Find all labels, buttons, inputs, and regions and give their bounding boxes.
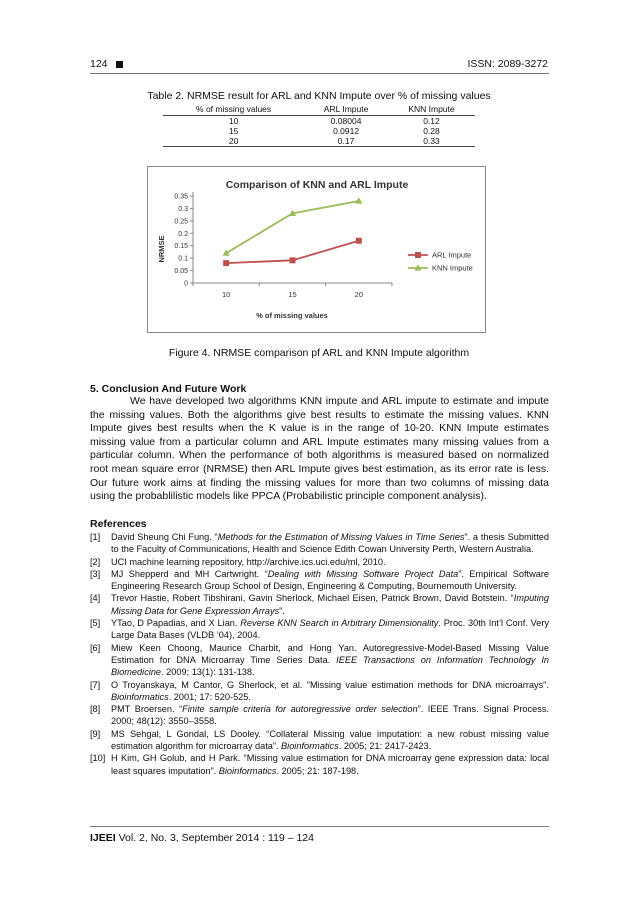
table-header-cell: ARL Impute: [304, 104, 388, 116]
table-cell: 0.0912: [333, 126, 360, 136]
data-point-marker: [290, 257, 296, 263]
legend-label: ARL Impute: [432, 250, 472, 260]
reference-text: . 2005; 21: 187-198.: [276, 765, 359, 776]
journal-details: Vol. 2, No. 3, September 2014 : 119 – 124: [115, 832, 314, 844]
y-tick-label: 0.2: [178, 230, 188, 238]
reference-item: [90, 617, 549, 642]
table-cell: 20: [163, 136, 304, 147]
reference-text: Trevor Hastie, Robert Tibshirani, Gavin Sherlock, Michael Eisen, Patrick Brown, David Botstein. “: [111, 593, 514, 604]
page-number: 124: [90, 58, 108, 70]
reference-item: [90, 642, 549, 679]
reference-text: YTao, D Papadias, and X Lian.: [111, 618, 241, 629]
y-tick-label: 0.25: [174, 218, 188, 226]
reference-text: O Troyanskaya, M Cantor, G Sherlock, et al. "Missing value estimation methods for DNA microarrays".: [111, 679, 549, 690]
references-list: [90, 531, 549, 777]
reference-item: [90, 556, 549, 568]
reference-text: UCI machine learning repository, http://archive.ics.uci.edu/ml, 2010.: [111, 556, 386, 567]
y-tick-label: 0.05: [174, 268, 188, 276]
reference-title: Bioinformatics: [281, 741, 339, 752]
table-cell: 0.17: [304, 136, 388, 147]
reference-number: [1]: [90, 532, 101, 542]
issn-label: ISSN: 2089-3272: [467, 58, 548, 70]
chart-title: Comparison of KNN and ARL Impute: [225, 179, 409, 191]
reference-title: IEEE Transactions on Information Technology In Biomedicine: [111, 654, 550, 678]
reference-number: [10]: [90, 753, 106, 764]
reference-number: [6]: [90, 642, 101, 653]
reference-text: ”. IEEE Trans. Signal Process. 2000; 48(12): 3550–3558.: [111, 704, 549, 727]
reference-number: [7]: [90, 679, 101, 690]
chart-frame: [148, 167, 486, 333]
reference-number: [4]: [90, 593, 101, 604]
reference-title: Bioinformatics: [218, 765, 277, 776]
reference-text: MJ Shepperd and MH Cartwright. “: [111, 568, 268, 579]
reference-text: . 2001; 17: 520-525.: [168, 691, 251, 702]
table-row: [163, 116, 475, 127]
reference-item: [90, 752, 549, 777]
reference-text: . Proc. 30th Int’l Conf. Very Large Data Bases (VLDB ’04), 2004.: [111, 618, 550, 641]
square-bullet-icon: [116, 61, 123, 68]
table-cell: 0.08004: [330, 116, 362, 126]
table-row: [163, 136, 475, 147]
reference-title: Methods for the Estimation of Missing Values in Time Series: [217, 532, 465, 542]
header-rule: [90, 73, 549, 74]
page-header-left: [90, 58, 123, 70]
reference-item: [90, 728, 549, 753]
reference-number: [5]: [90, 618, 101, 629]
reference-text: ”. Empirical Software Engineering Research Group School of Design, Engineering & Computing, Bournemouth University.: [111, 568, 549, 592]
paragraph-text: We have developed two algorithms KNN impute and ARL impute to estimate and impute the missing values. Both the algorithms give best results to estimate the missing values. KNN Impute gives best results when the K value is in the range of 10-20. KNN Impute estimates missing value from a particular column and ARL Impute estimates many missing values from a particular column. When the performance of both algorithms is measured based on normalized root mean square error (NRMSE) then ARL Impute gives best estimation, as its error rate is less. Our future work aims at finding the missing values for more than two columns of missing data using the probablilistic models like PPCA (Probabilistic principle component analysis).: [90, 395, 549, 503]
x-axis-label: % of missing values: [256, 311, 328, 320]
reference-title: Dealing with Missing Software Project Data: [267, 568, 459, 579]
table-cell: 0.12: [423, 116, 440, 126]
reference-number: [3]: [90, 568, 101, 579]
references-heading: References: [90, 518, 147, 530]
reference-number: [8]: [90, 704, 101, 715]
figure-caption: Figure 4. NRMSE comparison pf ARL and KNN Impute algorithm: [168, 347, 470, 359]
reference-text: PMT Broersen. “: [111, 704, 183, 715]
table-cell: 10: [228, 116, 239, 126]
data-point-marker: [223, 260, 229, 266]
y-tick-label: 0: [184, 280, 188, 288]
y-tick-label: 0.35: [174, 193, 188, 201]
conclusion-paragraph: [90, 395, 549, 504]
y-tick-label: 0.15: [174, 243, 188, 251]
legend-marker: [415, 252, 421, 258]
y-tick-label: 0.1: [178, 255, 188, 263]
reference-text: Miew Keen Choong, Maurice Charbit, and Hong Yan. Autoregressive-Model-Based Missing Value Estimation for DNA Microarray Time Series Data.: [111, 642, 549, 665]
reference-number: [2]: [90, 556, 101, 567]
table-caption: Table 2. NRMSE result for ARL and KNN Impute over % of missing values: [147, 90, 491, 102]
section-heading: 5. Conclusion And Future Work: [90, 383, 247, 395]
nrmse-table: [163, 104, 475, 147]
journal-name: IJEEI: [90, 832, 116, 844]
table-cell: 0.28: [423, 126, 440, 136]
reference-text: David Sheung Chi Fung. “: [111, 532, 218, 542]
table-header-cell: % of missing values: [163, 104, 304, 116]
reference-item: [90, 679, 549, 704]
reference-title: Bioinformatics: [111, 691, 169, 702]
reference-text: MS Sehgal, L Gondal, LS Dooley. “Collateral Missing value imputation: a new robust missing value estimation algorithm for microarray data”.: [111, 728, 549, 752]
reference-text: H Kim, GH Golub, and H Park. “Missing value estimation for DNA microarray gene expression data: local least squares imputation”.: [111, 753, 549, 776]
reference-number: [9]: [90, 728, 101, 739]
reference-title: Reverse KNN Search in Arbitrary Dimensionality: [240, 618, 439, 629]
reference-text: ”. a thesis Submitted to the Faculty of Communications, Health and Science Edith Cowan University Perth, Western Australia.: [111, 532, 549, 555]
x-tick-label: 20: [354, 290, 364, 299]
page-footer: [90, 832, 314, 844]
table-header-cell: KNN Impute: [388, 104, 475, 116]
reference-title: Imputing Missing Data for Gene Expression Arrays: [111, 593, 549, 616]
footer-rule: [90, 826, 549, 827]
reference-text: . 2005; 21: 2417-2423.: [338, 741, 432, 752]
reference-title: Finite sample criteria for autoregressive order selection: [182, 704, 418, 715]
table-row: [163, 126, 475, 136]
reference-item: [90, 592, 549, 617]
line-chart: [147, 166, 486, 333]
reference-item: [90, 568, 549, 593]
reference-item: [90, 703, 549, 728]
y-axis-label: NRMSE: [157, 235, 166, 263]
x-tick-label: 15: [288, 290, 297, 299]
reference-item: [90, 531, 549, 556]
table-cell: 0.33: [388, 136, 475, 147]
data-point-marker: [356, 238, 362, 244]
reference-text: . 2009; 13(1): 131-138.: [161, 667, 255, 678]
y-tick-label: 0.3: [178, 205, 188, 213]
reference-text: ”.: [279, 605, 285, 616]
x-tick-label: 10: [221, 290, 231, 299]
chart-figure: [147, 166, 486, 333]
legend-label: KNN Impute: [432, 263, 473, 273]
table-cell: 15: [228, 126, 239, 136]
